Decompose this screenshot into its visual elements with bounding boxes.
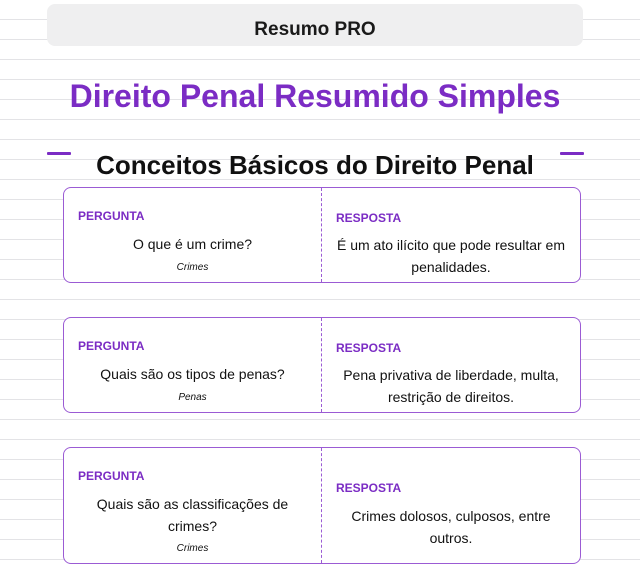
topic-tag: Crimes [176, 262, 209, 273]
flashcard-answer-side[interactable] [322, 318, 580, 412]
page-title: Direito Penal Resumido Simples [69, 78, 561, 114]
flashcard[interactable] [63, 317, 581, 413]
section-title: Conceitos Básicos do Direito Penal [96, 150, 534, 180]
answer-text: É um ato ilícito que pode resultar em penalidades. [336, 237, 565, 275]
question-label: PERGUNTA [78, 339, 145, 353]
flashcard[interactable] [63, 447, 581, 564]
flashcard-answer-side[interactable] [322, 448, 580, 563]
question-label: PERGUNTA [78, 209, 145, 223]
question-text: Quais são os tipos de penas? [100, 366, 285, 382]
topic-tag: Crimes [176, 543, 209, 554]
flashcard-question-side[interactable] [64, 448, 322, 563]
answer-text: Pena privativa de liberdade, multa, restrição de direitos. [343, 367, 559, 405]
answer-text: Crimes dolosos, culposos, entre outros. [351, 508, 551, 546]
flashcard[interactable] [63, 187, 581, 283]
app-title: Resumo PRO [254, 19, 376, 40]
question-label: PERGUNTA [78, 469, 145, 483]
answer-label: RESPOSTA [336, 341, 402, 355]
app-header-bar [47, 4, 583, 46]
section-title-right-dash [560, 152, 584, 155]
flashcard-question-side[interactable] [64, 318, 322, 412]
flashcard-answer-side[interactable] [322, 188, 580, 282]
flashcard-question-side[interactable] [64, 188, 322, 282]
question-text: Quais são as classificações de crimes? [96, 496, 289, 534]
answer-label: RESPOSTA [336, 481, 402, 495]
question-text: O que é um crime? [132, 236, 253, 252]
answer-label: RESPOSTA [336, 211, 402, 225]
topic-tag: Penas [178, 392, 207, 403]
